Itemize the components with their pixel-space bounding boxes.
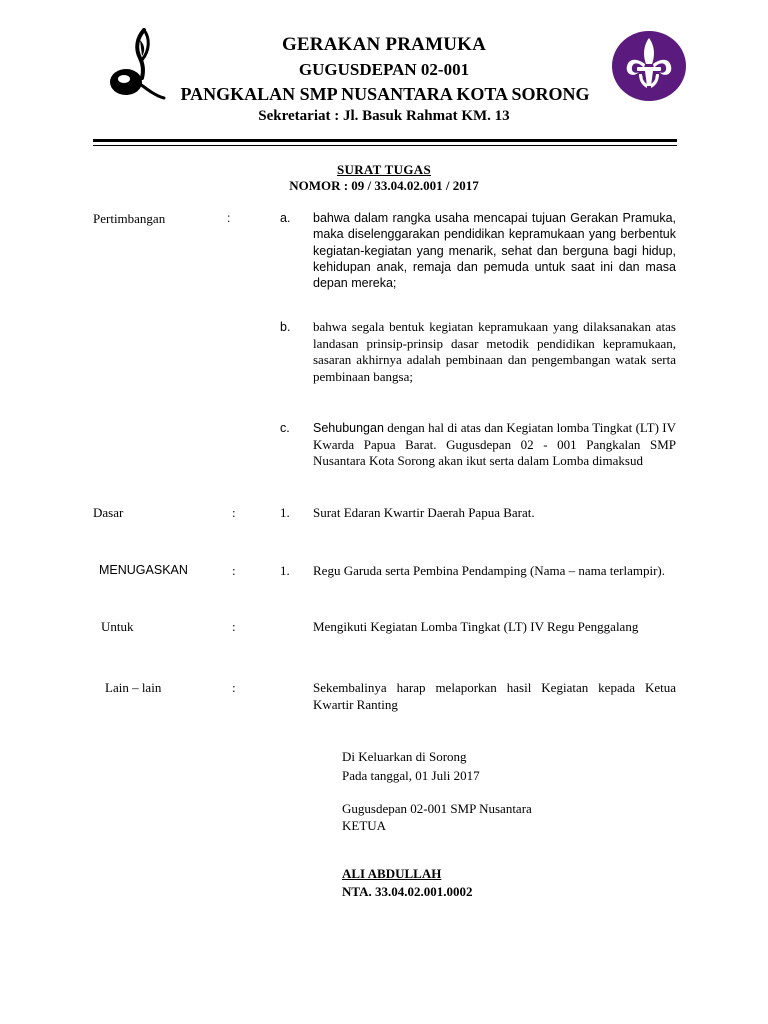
letter-number: NOMOR : 09 / 33.04.02.001 / 2017 (289, 178, 479, 193)
base-name: PANGKALAN SMP NUSANTARA KOTA SORONG (180, 84, 590, 104)
signatory-org: Gugusdepan 02-001 SMP Nusantara (342, 801, 532, 816)
dasar-colon: : (232, 505, 236, 520)
dasar-label: Dasar (93, 505, 124, 520)
unit-name: GUGUSDEPAN 02-001 (298, 60, 470, 79)
menugaskan-colon: : (232, 563, 236, 578)
pertimbangan-colon: : (227, 211, 231, 225)
lain-label: Lain – lain (105, 680, 162, 695)
pertimbangan-item-c (313, 420, 676, 470)
pertimbangan-item-a: bahwa dalam rangka usaha mencapai tujuan Gerakan Pramuka, maka diselenggarakan pendidikan kepramukaan yang berbentuk kegiatan-kegiatan yang menarik, sehat dan berguna bagi hidup, kehidupan anak, remaja dan pemuda untuk saat ini dan masa depan mereka; (313, 211, 676, 291)
pertimbangan-label: Pertimbangan (93, 211, 166, 226)
lain-colon: : (232, 680, 236, 695)
dasar-mark: 1. (280, 505, 290, 520)
signatory-nta: NTA. 33.04.02.001.0002 (342, 884, 473, 899)
signatory-role: KETUA (342, 818, 387, 833)
secretariat-address: Sekretariat : Jl. Basuk Rahmat KM. 13 (258, 108, 510, 124)
signatory-name: ALI ABDULLAH (342, 866, 442, 881)
untuk-colon: : (232, 619, 236, 634)
untuk-text: Mengikuti Kegiatan Lomba Tingkat (LT) IV Regu Penggalang (313, 619, 639, 634)
menugaskan-mark: 1. (280, 563, 290, 578)
pertimbangan-item-b: bahwa segala bentuk kegiatan kepramukaan yang dilaksanakan atas landasan prinsip-prinsip dasar metodik pendidikan kepramukaan, sasaran akhirnya adalah pembinaan dan pengembangan watak serta pembinaan bangsa; (313, 319, 676, 384)
pertimbangan-mark-c: c. (280, 421, 290, 435)
lain-text: Sekembalinya harap melaporkan hasil Kegiatan kepada Ketua Kwartir Ranting (313, 680, 676, 712)
header-rule-thin (93, 145, 677, 146)
pertimbangan-item-c-text: dengan hal di atas dan Kegiatan lomba Tingkat (LT) IV Kwarda Papua Barat. Gugusdepan 02 - 001 Pangkalan SMP Nusantara Kota Sorong akan ikut serta dalam Lomba dimaksud (313, 420, 676, 468)
pertimbangan-mark-b: b. (280, 320, 291, 334)
untuk-label: Untuk (101, 619, 134, 634)
org-name: GERAKAN PRAMUKA (281, 34, 487, 55)
letter-title: SURAT TUGAS (337, 162, 431, 177)
issued-place: Di Keluarkan di Sorong (342, 749, 467, 764)
header-rule-thick (93, 139, 677, 142)
pertimbangan-item-c-lead: Sehubungan (313, 421, 384, 435)
menugaskan-text: Regu Garuda serta Pembina Pendamping (Nama – nama terlampir). (313, 563, 665, 578)
menugaskan-label: MENUGASKAN (99, 563, 188, 577)
issued-date: Pada tanggal, 01 Juli 2017 (342, 768, 480, 783)
dasar-text: Surat Edaran Kwartir Daerah Papua Barat. (313, 505, 535, 520)
pertimbangan-mark-a: a. (280, 211, 291, 225)
